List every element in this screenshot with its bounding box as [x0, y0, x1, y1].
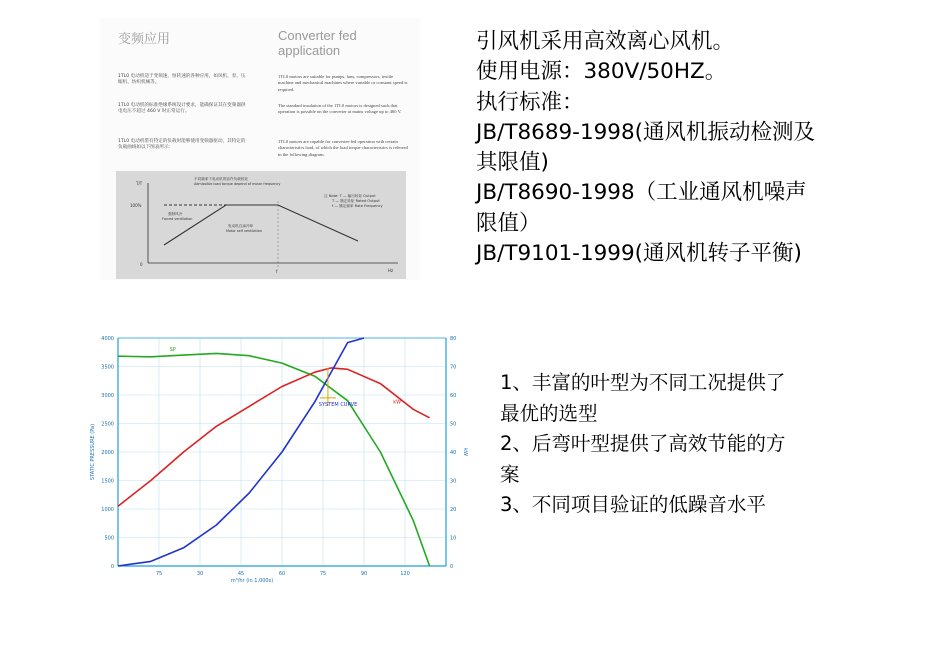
chart-y-axis-label: STATIC PRESSURE (Pa) [90, 423, 96, 481]
feature-2-line-a: 2、后弯叶型提供了高效节能的方 [500, 432, 786, 455]
catalogue-paragraph-en-3: 1TL0 motors are capable for converter-fed operation with certain characteristics load, of which the load torque characteristics is referred in the following diagram. [278, 139, 408, 157]
catalogue-heading-en-line2: application [278, 43, 341, 58]
catalogue-paragraph-en-1: 1TL0 motors are suitable for pumps, fans, compressors, textile machine and mechanical machines where variable or constant speed is required. [278, 74, 408, 92]
catalogue-heading-en-line1: Converter fed [278, 28, 357, 43]
series-label-sp: SP [169, 347, 176, 354]
diagram-x-hz: Hz [388, 268, 394, 273]
y-tick-1: 500 [104, 535, 114, 542]
spec-line-fan-type: 引风机采用高效离心风机。 [476, 29, 735, 54]
diagram-y-0: 0 [140, 262, 143, 267]
y2-tick-2: 20 [450, 506, 457, 513]
chart-x-axis-label: m³/hr (in 1,000s) [230, 578, 274, 584]
feature-3: 3、不同项目验证的低躁音水平 [500, 493, 766, 516]
series-kw-curve [118, 368, 430, 506]
diagram-note-2: T — 额定转矩 Rated Output [332, 199, 380, 203]
y2-tick-8: 80 [450, 335, 457, 342]
diagram-title-en: Admissible load torque depend of motor frequency [194, 182, 281, 186]
spec-line-standard-3: JB/T9101-1999(通风机转子平衡) [476, 241, 802, 267]
feature-1-line-a: 1、丰富的叶型为不同工况提供了 [500, 371, 786, 394]
spec-line-standard-1b: 其限值) [476, 150, 549, 176]
diagram-label-forced-en: Forced ventilation [162, 217, 193, 221]
chart-right-axis-label: kW [462, 448, 468, 456]
series-label-kw: kW [393, 399, 402, 406]
diagram-title-cn: 不同频率下电动机的容许负载转矩 [194, 177, 248, 181]
y-tick-7: 3500 [101, 364, 114, 371]
spec-line-standard-1a: JB/T8689-1998(通风机振动检测及 [476, 119, 816, 145]
y-tick-5: 2500 [101, 421, 114, 428]
y2-tick-7: 70 [450, 364, 457, 371]
x-tick-0: 75 [155, 571, 163, 577]
y-tick-0: 0 [110, 563, 114, 570]
y-tick-4: 2000 [101, 449, 114, 456]
diagram-label-self-cn: 电动机自扇冷却 [228, 224, 254, 228]
torque-frequency-diagram [116, 171, 406, 279]
y2-tick-5: 50 [450, 421, 457, 428]
diagram-note-1: 注 Note: T — 输出转矩 Output [324, 194, 376, 198]
series-label-system-curve: SYSTEM CURVE [318, 401, 358, 408]
x-tick-1: 30 [196, 571, 204, 577]
x-tick-3: 60 [278, 571, 286, 577]
diagram-y-100: 100% [130, 203, 142, 208]
spec-line-power: 使用电源：380V/50HZ。 [476, 59, 727, 85]
x-tick-6: 120 [400, 571, 410, 577]
diagram-x-f: f [276, 269, 278, 274]
catalogue-paragraph-en-2: The standard insulation of the 1TL0 motors is designed such that operation is possible on the converter at mains voltage up to 460 V. [278, 103, 402, 115]
y2-tick-0: 0 [450, 563, 454, 570]
features-list [500, 368, 890, 521]
catalogue-heading-cn: 变频应用 [118, 32, 171, 47]
spec-line-standard-2b: 限值） [476, 210, 541, 236]
spec-line-standards-heading: 执行标准： [476, 89, 584, 115]
catalogue-paragraph-cn-3: 1TL0 电动机带有特定的负载时能够使用变频器驱动，其特定的负载曲线如以下图表所示： [118, 139, 246, 151]
diagram-note-3: f — 额定频率 Rate Frequency [332, 204, 383, 208]
feature-1-line-b: 最优的选型 [500, 401, 598, 425]
diagram-label-forced-cn: 强制风冷 [168, 212, 183, 216]
feature-2-line-b: 案 [500, 462, 520, 486]
spec-line-standard-2a: JB/T8690-1998（工业通风机噪声 [476, 180, 807, 206]
fan-performance-chart [78, 328, 468, 584]
y2-tick-6: 60 [450, 392, 457, 399]
spec-text-block [476, 27, 876, 269]
x-tick-2: 45 [237, 571, 245, 577]
y-tick-6: 3000 [101, 392, 114, 399]
catalogue-paragraph-cn-2: 1TL0 电动机的标准绝缘系统设计要求，能确保证其在变频器供电电压不超过 460 V 时正常运行。 [118, 103, 246, 115]
diagram-label-self-en: Motor self ventilation [226, 229, 262, 233]
x-tick-4: 75 [319, 571, 327, 577]
y2-tick-3: 30 [450, 478, 457, 485]
diagram-y-label: T/T [136, 181, 143, 186]
catalogue-paragraph-cn-1: 1TL0 电动机适于变频速，恒转速的各种应用，如风机、泵、压缩机、纺织机械等。 [118, 74, 246, 86]
y-tick-3: 1500 [101, 478, 114, 485]
y-tick-2: 1000 [101, 506, 114, 513]
y2-tick-4: 40 [450, 449, 457, 456]
catalogue-heading-en [278, 28, 408, 58]
y2-tick-1: 10 [450, 535, 457, 542]
y-tick-8: 4000 [101, 335, 114, 342]
x-tick-5: 90 [360, 571, 368, 577]
catalogue-scan-panel [100, 18, 420, 280]
